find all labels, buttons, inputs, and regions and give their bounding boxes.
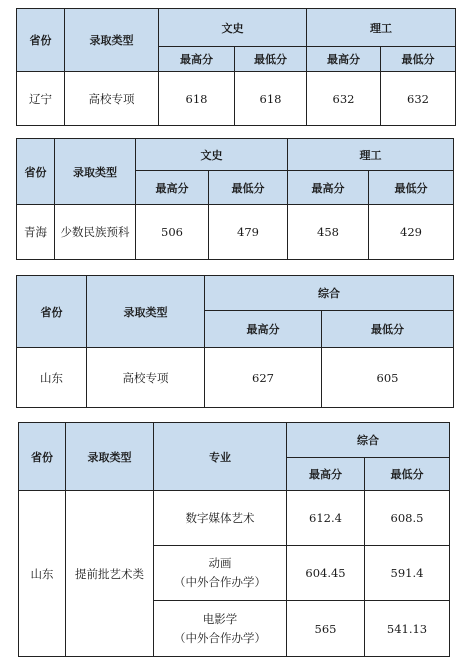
cell-score: 591.4: [365, 546, 450, 601]
header-min-score: 最低分: [381, 47, 456, 72]
cell-province: 青海: [17, 205, 55, 260]
score-table-shandong-art: [18, 422, 450, 657]
header-group-liberal-arts: 文史: [159, 9, 307, 47]
header-max-score: 最高分: [288, 171, 369, 205]
header-admission-type: 录取类型: [65, 9, 159, 72]
header-max-score: 最高分: [205, 311, 322, 348]
cell-score: 565: [287, 601, 365, 657]
cell-province: 山东: [17, 348, 87, 408]
header-major: 专业: [154, 423, 287, 491]
cell-admission-type: 高校专项: [65, 72, 159, 126]
cell-major: [154, 601, 287, 657]
cell-score: 618: [235, 72, 307, 126]
cell-province: 辽宁: [17, 72, 65, 126]
header-group-science: 理工: [288, 139, 454, 171]
header-province: 省份: [19, 423, 66, 491]
header-min-score: 最低分: [209, 171, 288, 205]
cell-score: 479: [209, 205, 288, 260]
header-group-comprehensive: 综合: [287, 423, 450, 458]
header-group-liberal-arts: 文史: [136, 139, 288, 171]
table-row: [19, 491, 450, 546]
header-min-score: 最低分: [365, 458, 450, 491]
major-name: 动画: [208, 556, 232, 570]
header-group-comprehensive: 综合: [205, 276, 454, 311]
header-max-score: 最高分: [159, 47, 235, 72]
header-province: 省份: [17, 276, 87, 348]
header-min-score: 最低分: [369, 171, 454, 205]
cell-score: 458: [288, 205, 369, 260]
header-max-score: 最高分: [287, 458, 365, 491]
table-row: [17, 348, 454, 408]
cell-score: 541.13: [365, 601, 450, 657]
cell-score: 608.5: [365, 491, 450, 546]
header-province: 省份: [17, 9, 65, 72]
cell-admission-type: 高校专项: [87, 348, 205, 408]
cell-score: 605: [322, 348, 454, 408]
header-group-science: 理工: [307, 9, 456, 47]
header-max-score: 最高分: [307, 47, 381, 72]
cell-score: 506: [136, 205, 209, 260]
header-admission-type: 录取类型: [66, 423, 154, 491]
cell-score: 627: [205, 348, 322, 408]
score-table-liaoning: [16, 8, 456, 126]
table-row: [17, 72, 456, 126]
major-name: 数字媒体艺术: [185, 511, 255, 525]
cell-score: 618: [159, 72, 235, 126]
major-note: （中外合作办学）: [174, 575, 266, 589]
cell-province: 山东: [19, 491, 66, 657]
header-min-score: 最低分: [322, 311, 454, 348]
header-admission-type: 录取类型: [87, 276, 205, 348]
header-max-score: 最高分: [136, 171, 209, 205]
major-note: （中外合作办学）: [174, 630, 266, 645]
major-name: 电影学: [202, 611, 238, 626]
cell-score: 429: [369, 205, 454, 260]
cell-score: 632: [381, 72, 456, 126]
table-row: [17, 205, 454, 260]
cell-major: [154, 546, 287, 601]
header-province: 省份: [17, 139, 55, 205]
cell-major: [154, 491, 287, 546]
header-admission-type: 录取类型: [55, 139, 136, 205]
cell-admission-type: 少数民族预科: [55, 205, 136, 260]
score-table-qinghai: [16, 138, 454, 260]
cell-score: 632: [307, 72, 381, 126]
cell-admission-type: 提前批艺术类: [66, 491, 154, 657]
score-table-shandong-special: [16, 275, 454, 408]
header-min-score: 最低分: [235, 47, 307, 72]
cell-score: 604.45: [287, 546, 365, 601]
cell-score: 612.4: [287, 491, 365, 546]
